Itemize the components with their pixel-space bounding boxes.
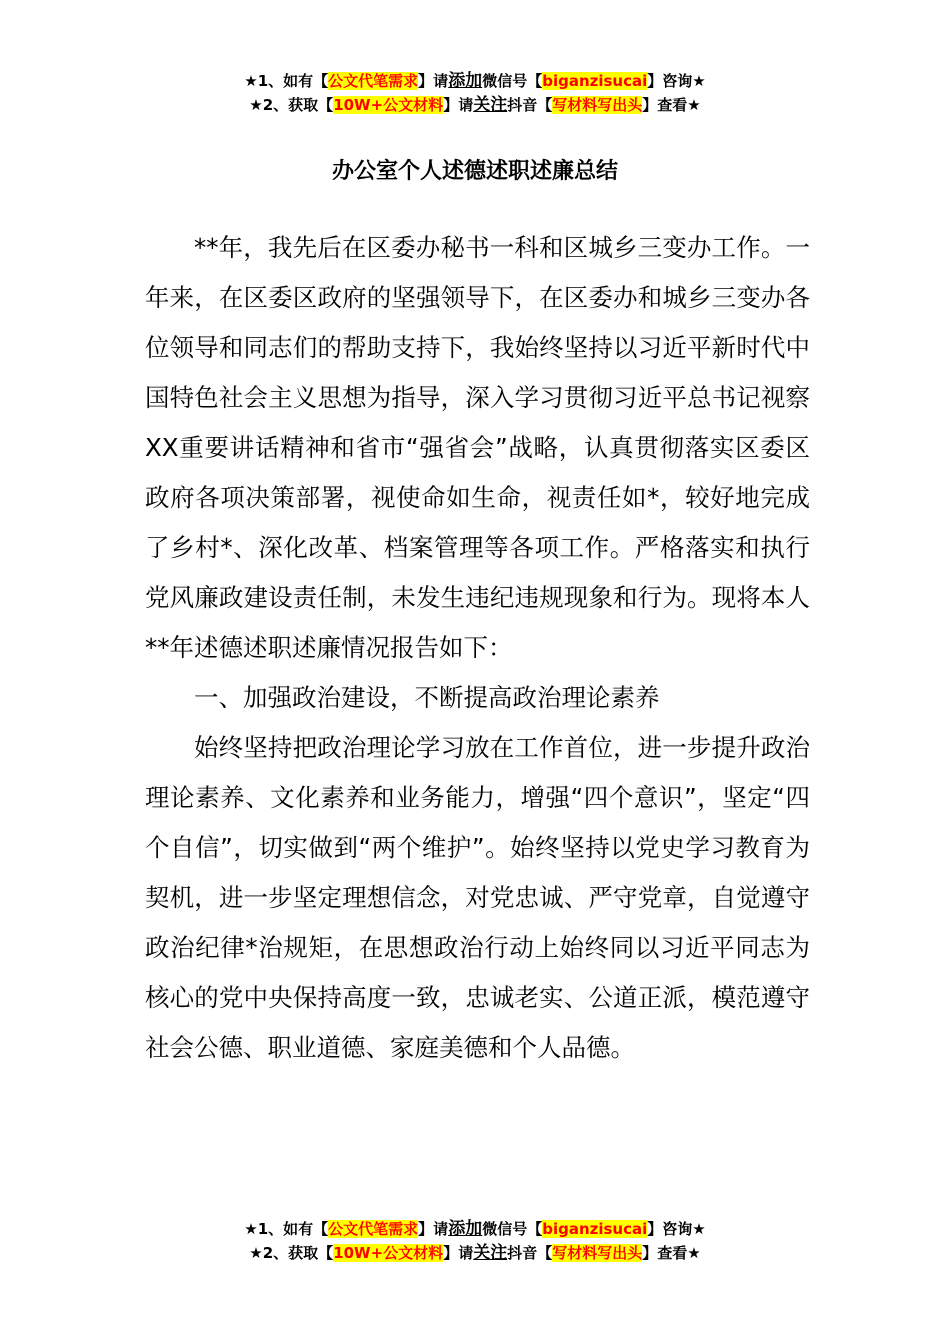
- banner-text: 】请: [418, 72, 449, 90]
- document-body: [145, 223, 810, 1073]
- banner-text: 抖音【: [507, 96, 553, 114]
- paragraph-intro: **年，我先后在区委办秘书一科和区城乡三变办工作。一年来，在区委区政府的坚强领导下，在区委办和城乡三变办各位领导和同志们的帮助支持下，我始终坚持以习近平新时代中国特色社会主义思想为指导，深入学习贯彻习近平总书记视察XX重要讲话精神和省市“强省会”战略，认真贯彻落实区委区政府各项决策部署，视使命如生命，视责任如*，较好地完成了乡村*、深化改革、档案管理等各项工作。严格落实和执行党风廉政建设责任制，未发生违纪违规现象和行为。现将本人**年述德述职述廉情况报告如下：: [145, 233, 810, 662]
- banner-text: 微信号【: [482, 1220, 543, 1238]
- highlight-materials: 10W+公文材料: [333, 1244, 444, 1262]
- section-heading-1: 一、加强政治建设，不断提高政治理论素养: [194, 683, 660, 712]
- paragraph-section-1: 始终坚持把政治理论学习放在工作首位，进一步提升政治理论素养、文化素养和业务能力，增强“四个意识”，坚定“四个自信”，切实做到“两个维护”。始终坚持以党史学习教育为契机，进一步坚定理想信念，对党忠诚、严守党章，自觉遵守政治纪律*治规矩，在思想政治行动上始终同以习近平同志为核心的党中央保持高度一致，忠诚老实、公道正派，模范遵守社会公德、职业道德、家庭美德和个人品德。: [145, 733, 810, 1062]
- highlight-wechat-id: biganzisucai: [542, 1220, 648, 1238]
- underlined-follow: 关注: [473, 1243, 508, 1263]
- banner-text: 微信号【: [482, 72, 543, 90]
- banner-line-1: [0, 69, 950, 93]
- underlined-add: 添加: [448, 71, 483, 91]
- underlined-follow: 关注: [473, 95, 508, 115]
- highlight-douyin-id: 写材料写出头: [552, 96, 643, 114]
- highlight-wechat-id: biganzisucai: [542, 72, 648, 90]
- banner-text: ★2、获取【: [249, 96, 334, 114]
- underlined-add: 添加: [448, 1219, 483, 1239]
- banner-text: 】查看★: [642, 96, 701, 114]
- banner-text: 】查看★: [642, 1244, 701, 1262]
- promo-banner-bottom: [0, 1217, 950, 1265]
- banner-text: 】请: [443, 1244, 474, 1262]
- banner-line-2: [0, 1241, 950, 1265]
- banner-text: 抖音【: [507, 1244, 553, 1262]
- banner-text: 】咨询★: [647, 1220, 706, 1238]
- banner-line-2: [0, 93, 950, 117]
- banner-text: ★1、如有【: [244, 72, 329, 90]
- highlight-materials: 10W+公文材料: [333, 96, 444, 114]
- promo-banner-top: [0, 69, 950, 117]
- highlight-service: 公文代笔需求: [328, 72, 419, 90]
- banner-text: 】咨询★: [647, 72, 706, 90]
- banner-text: 】请: [443, 96, 474, 114]
- highlight-service: 公文代笔需求: [328, 1220, 419, 1238]
- banner-text: ★1、如有【: [244, 1220, 329, 1238]
- banner-text: 】请: [418, 1220, 449, 1238]
- document-title: 办公室个人述德述职述廉总结: [331, 159, 618, 184]
- highlight-douyin-id: 写材料写出头: [552, 1244, 643, 1262]
- banner-text: ★2、获取【: [249, 1244, 334, 1262]
- banner-line-1: [0, 1217, 950, 1241]
